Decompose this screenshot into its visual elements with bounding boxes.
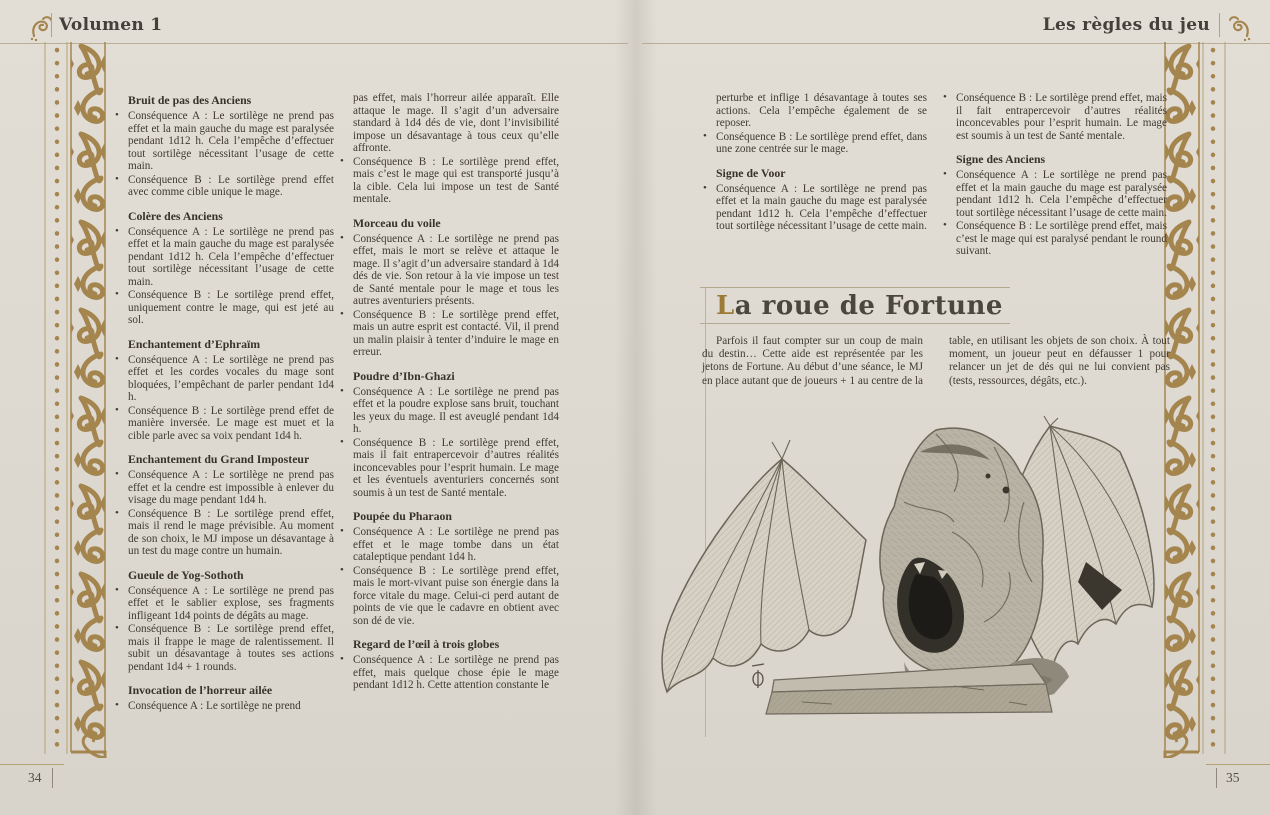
consequence-item xyxy=(112,508,334,558)
bullet-icon: • xyxy=(115,583,119,596)
spell-text: Conséquence A : Le sortilège ne prend pas effet et la main gauche du mage est paralysée pendant 1d12 h. Cela l’empêche d’effectuer tout sortilège nécessitant l’usage de cette main. xyxy=(716,182,927,232)
consequence-item xyxy=(112,700,334,713)
consequence-item xyxy=(940,169,1167,219)
footer-rule-right xyxy=(1206,764,1270,765)
consequence-item xyxy=(337,437,559,500)
spell-text: Conséquence A : Le sortilège ne prend pas effet et le mage tombe dans un état cataleptique pendant 1d4 h. xyxy=(353,526,559,563)
spell-heading: Regard de l’œil à trois globes xyxy=(353,637,500,651)
spell-text-continued xyxy=(337,92,559,155)
spell-heading: Enchantement d’Ephraïm xyxy=(128,336,261,351)
section-title: La roue de Fortune xyxy=(716,291,1003,321)
spell-heading: Poupée du Pharaon xyxy=(353,509,452,523)
right-page-column-1 xyxy=(700,92,927,292)
book-title: Volumen 1 xyxy=(59,15,163,35)
spell-text: Conséquence B : Le sortilège prend effet, mais il fait entrapercevoir d’autres réalités inconcevables pour l’esprit humain. Le mage est soumis à un test de Santé mentale. xyxy=(956,92,1167,142)
spell-heading: Morceau du voile xyxy=(353,215,441,230)
spell-text: Conséquence A : Le sortilège ne prend pas effet et la main gauche du mage est paralysée pendant 1d12 h. Cela l’empêche d’effectuer tout sortilège nécessitant l’usage de cette main. xyxy=(956,169,1167,219)
left-page-column-1 xyxy=(112,92,334,740)
winged-horror-illustration xyxy=(652,412,1218,764)
spell-text: pas effet, mais l’horreur ailée apparaît. Elle attaque le mage. Il s’agit d’un adversaire standard à 1d4 dés de vie, dont l’invisibilité impose un désavantage à tous ceux qu’elle affronte. xyxy=(353,92,559,154)
page-gutter xyxy=(615,0,657,815)
bullet-icon: • xyxy=(703,129,707,142)
header-divider xyxy=(1219,13,1220,37)
bullet-icon: • xyxy=(115,352,119,365)
consequence-item xyxy=(112,289,334,327)
consequence-item xyxy=(337,526,559,564)
spell-text: Conséquence B : Le sortilège prend effet, mais il fait entrapercevoir d’autres réalités inconcevables pour l’esprit humain. Le mage et les éventuels aventuriers concernés sont soumis à un test de Santé mentale. xyxy=(353,436,559,499)
bullet-icon: • xyxy=(943,168,947,180)
bullet-icon: • xyxy=(115,699,119,711)
spell-text: Conséquence A : Le sortilège ne prend pas effet, mais quelque chose épie le mage pendant 1d12 h. Cette attention constante le xyxy=(353,654,559,691)
bullet-icon: • xyxy=(340,307,344,320)
consequence-item xyxy=(337,156,559,206)
consequence-item xyxy=(112,469,334,507)
bullet-icon: • xyxy=(340,231,344,244)
consequence-item xyxy=(112,405,334,443)
spell-text: Conséquence B : Le sortilège prend effet, uniquement contre le mage, qui est jeté au sol. xyxy=(128,289,334,326)
spell-heading: Gueule de Yog-Sothoth xyxy=(128,567,244,582)
consequence-item xyxy=(112,226,334,289)
page-number-divider xyxy=(52,768,53,788)
spell-heading: Signe des Anciens xyxy=(956,152,1046,166)
section-rule-top xyxy=(700,287,1010,288)
bullet-icon: • xyxy=(115,622,119,634)
spell-text: Conséquence B : Le sortilège prend effet avec comme cible unique le mage. xyxy=(128,173,334,198)
spell-text: Conséquence A : Le sortilège ne prend pas effet et la main gauche du mage est paralysée pendant 1d12 h. Cela l’empêche d’effectuer tout sortilège nécessitant l’usage de cette main. xyxy=(128,110,334,172)
spell-heading: Colère des Anciens xyxy=(128,208,223,223)
spell-text: Conséquence B : Le sortilège prend effet, mais le mort-vivant puise son énergie dans la force vitale du mage. Celui-ci perd autant de points de vie que le cadavre en obtient avec son dé de vie. xyxy=(353,564,559,627)
bullet-icon: • xyxy=(943,219,947,231)
spell-text: perturbe et inflige 1 désavantage à toutes ses actions. Cela l’empêche également de se reposer. xyxy=(716,92,927,129)
spell-text: Conséquence A : Le sortilège ne prend pas effet et les cordes vocales du mage sont bloquées, l’empêchant de parler pendant 1d4 h. xyxy=(128,353,334,403)
ornament-rune-icon xyxy=(1227,14,1253,42)
consequence-item xyxy=(337,386,559,436)
spell-text: Conséquence A : Le sortilège ne prend pas effet et la poudre explose sans bruit, touchant les yeux du mage. Il est aveuglé pendant 1d4 h. xyxy=(353,385,559,435)
bullet-icon: • xyxy=(340,435,344,448)
consequence-item xyxy=(112,110,334,173)
bullet-icon: • xyxy=(340,563,344,576)
consequence-item xyxy=(112,585,334,623)
bullet-icon: • xyxy=(340,525,344,537)
page-number-right: 35 xyxy=(1226,770,1240,785)
spell-text: Conséquence B : Le sortilège prend effet, mais un autre esprit est contacté. Vil, il prend un malin plaisir à tenter d’induire le mage en erreur. xyxy=(353,308,559,358)
bullet-icon: • xyxy=(340,384,344,397)
chapter-title: Les règles du jeu xyxy=(1042,15,1210,35)
consequence-item xyxy=(112,354,334,404)
spell-text: Conséquence A : Le sortilège ne prend xyxy=(128,700,301,712)
bullet-icon: • xyxy=(115,224,119,237)
bullet-icon: • xyxy=(115,109,119,121)
spell-heading: Bruit de pas des Anciens xyxy=(128,93,252,107)
bullet-icon: • xyxy=(115,288,119,300)
spell-text: Conséquence A : Le sortilège ne prend pas effet et la cendre est impossible à enlever du visage du mage pendant 1d4 h. xyxy=(128,469,334,506)
header-divider xyxy=(51,13,52,37)
right-page-column-2 xyxy=(940,92,1167,292)
consequence-item xyxy=(337,565,559,628)
bullet-icon: • xyxy=(115,506,119,519)
spell-text: Conséquence B : Le sortilège prend effet, dans une zone centrée sur le mage. xyxy=(716,130,927,155)
bullet-icon: • xyxy=(340,653,344,665)
spell-heading: Signe de Voor xyxy=(716,165,786,180)
spell-text: Conséquence B : Le sortilège prend effet, mais il frappe le mage de ralentissement. Il subit un désavantage à toutes ses actions pendant 1d4 + 1 rounds. xyxy=(128,623,334,673)
consequence-item xyxy=(337,654,559,692)
left-page-column-2 xyxy=(337,92,559,740)
bullet-icon: • xyxy=(943,92,947,103)
bullet-icon: • xyxy=(115,403,119,416)
consequence-item xyxy=(337,309,559,359)
spell-heading: Poudre d’Ibn-Ghazi xyxy=(353,368,455,383)
consequence-item xyxy=(940,92,1167,142)
spell-heading: Enchantement du Grand Imposteur xyxy=(128,452,310,466)
consequence-item xyxy=(112,174,334,199)
page-number-divider xyxy=(1216,768,1217,788)
consequence-item xyxy=(700,131,927,156)
spell-text: Conséquence B : Le sortilège prend effet, mais c’est le mage qui est paralysé pendant le round suivant. xyxy=(956,220,1167,257)
spell-text: Conséquence B : Le sortilège prend effet de manière inversée. Le mage est muet et la cible parle avec sa voix pendant 1d4 h. xyxy=(128,404,334,442)
page-number-left: 34 xyxy=(28,770,42,785)
spell-text: Conséquence B : Le sortilège prend effet, mais il rend le mage prévisible. Au moment de son choix, le MJ impose un désavantage à un test du mage contre un humain. xyxy=(128,507,334,557)
consequence-item xyxy=(112,623,334,673)
consequence-item xyxy=(337,233,559,308)
bullet-icon: • xyxy=(115,468,119,480)
spell-heading: Invocation de l’horreur ailée xyxy=(128,683,273,697)
spell-text: Conséquence A : Le sortilège ne prend pas effet et le sablier explose, ses fragments infligeant 1d4 points de dégâts au mage. xyxy=(128,584,334,622)
spell-text: Conséquence A : Le sortilège ne prend pas effet et la main gauche du mage est paralysée pendant 1d12 h. Cela l’empêche d’effectuer tout sortilège nécessitant l’usage de cette main. xyxy=(128,225,334,288)
artist-monogram xyxy=(752,664,764,688)
consequence-item xyxy=(940,220,1167,258)
ornamental-border-left xyxy=(40,42,108,758)
bullet-icon: • xyxy=(703,181,707,194)
section-paragraph: Parfois il faut compter sur un coup de main du destin… Cette aide est représentée par les jetons de Fortune. Au début d’une séance, le MJ en place autant que de joueurs + 1 au centre de la table, en utilisant les objets de son choix. À tout moment, un joueur peut en défausser 1 pour relancer un jet de dés qui ne lui convient pas (tests, ressources, dégâts, etc.). xyxy=(702,335,1170,387)
spell-text-continued xyxy=(700,92,927,130)
spell-text: Conséquence A : Le sortilège ne prend pas effet, mais le mort se relève et attaque le mage. Il s’agit d’un adversaire standard à 1d4 dés de vie. Son retour à la vie impose un test de Santé mentale pour le mage et tous les autres aventuriers présents. xyxy=(353,232,559,307)
bullet-icon: • xyxy=(115,172,119,185)
footer-rule-left xyxy=(0,764,64,765)
section-rule-bottom xyxy=(700,323,1010,324)
consequence-item xyxy=(700,183,927,233)
bullet-icon: • xyxy=(340,154,344,167)
spell-text: Conséquence B : Le sortilège prend effet, mais c’est le mage qui est transporté jusqu’à la cible. Cela lui impose un test de Santé mentale. xyxy=(353,155,559,205)
